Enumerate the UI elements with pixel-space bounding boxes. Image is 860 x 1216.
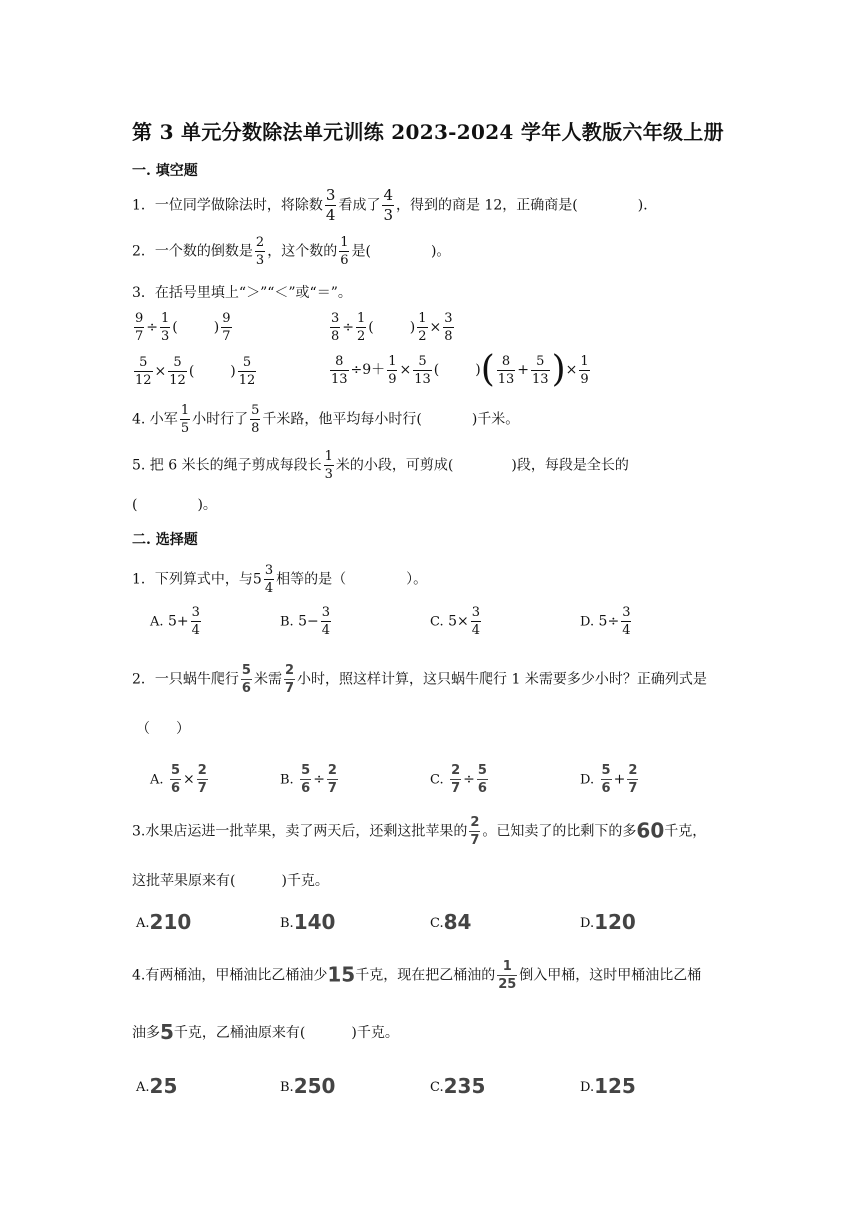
fraction: $\frac{3}{4}$ bbox=[264, 563, 274, 596]
option-c[interactable]: C. $\frac{2}{7}$ ÷ $\frac{5}{6}$ bbox=[430, 763, 487, 796]
question-text: 5. 把 6 米长的绳子剪成每段长 bbox=[132, 457, 322, 474]
question-text: 小时，照这样计算，这只蜗牛爬行 1 米需要多少小时？正确列式是 bbox=[297, 671, 707, 688]
option-d[interactable]: D. $\frac{5}{6}$ + $\frac{2}{7}$ bbox=[580, 763, 638, 796]
question-text: ，得到的商是 12，正确商是( bbox=[396, 197, 578, 214]
paren: ) bbox=[475, 362, 481, 378]
question-text: 千米路，他平均每小时行( bbox=[262, 411, 422, 428]
operator: ÷ bbox=[146, 319, 159, 336]
option-a[interactable]: A.210 bbox=[136, 910, 192, 934]
choice-question-4-line2: 油多5千克，乙桶油原来有( )千克。 bbox=[132, 1020, 399, 1044]
fraction: $\frac{1}{9}$ bbox=[580, 353, 589, 387]
fraction: $\frac{3}{4}$ bbox=[325, 186, 336, 224]
choice-question-2 bbox=[132, 664, 707, 695]
question-text: 4. 小军 bbox=[132, 411, 178, 428]
operator: × bbox=[565, 362, 578, 378]
fraction: $\frac{8}{13}$ bbox=[497, 353, 515, 387]
fill-question-4 bbox=[132, 404, 519, 435]
fraction: $\frac{1}{2}$ bbox=[418, 311, 427, 344]
option-a[interactable]: A. 5+ $\frac{3}{4}$ bbox=[150, 605, 200, 638]
choice-question-3-line2: 这批苹果原来有( )千克。 bbox=[132, 873, 329, 889]
operator: × bbox=[429, 319, 442, 336]
paren: ( bbox=[433, 362, 440, 378]
fill-question-2 bbox=[132, 236, 450, 267]
operator: × bbox=[399, 362, 412, 378]
big-paren: ) bbox=[551, 349, 566, 390]
fraction: $\frac{8}{13}$ bbox=[331, 353, 348, 387]
choice-question-3 bbox=[132, 816, 706, 847]
fraction: $\frac{2}{3}$ bbox=[255, 235, 265, 268]
question-text: )千米。 bbox=[471, 411, 520, 428]
question-text: 。已知卖了的比剩下的多 bbox=[482, 823, 637, 840]
fraction: $\frac{3}{4}$ bbox=[622, 605, 631, 638]
operator: + bbox=[517, 362, 530, 378]
fraction: $\frac{3}{4}$ bbox=[471, 605, 480, 638]
page-title: 第 3 单元分数除法单元训练 2023-2024 学年人教版六年级上册 bbox=[132, 120, 724, 144]
option-a[interactable]: A.25 bbox=[136, 1074, 178, 1098]
option-b[interactable]: B. $\frac{5}{6}$ ÷ $\frac{2}{7}$ bbox=[280, 763, 337, 796]
question-text: 2．一只蜗牛爬行 bbox=[132, 671, 239, 688]
fraction: $\frac{5}{6}$ bbox=[241, 663, 251, 696]
fraction: $\frac{4}{3}$ bbox=[383, 186, 394, 224]
fraction: $\frac{1}{3}$ bbox=[324, 449, 333, 482]
fraction: $\frac{1}{5}$ bbox=[180, 403, 190, 436]
fill-question-5 bbox=[132, 450, 629, 481]
question-text: 是( bbox=[351, 243, 371, 260]
paren: ( bbox=[368, 319, 374, 336]
fraction: $\frac{9}{7}$ bbox=[222, 311, 231, 344]
question-text: )。 bbox=[197, 497, 217, 513]
fraction: $\frac{3}{4}$ bbox=[321, 605, 331, 638]
option-c[interactable]: C.84 bbox=[430, 910, 472, 934]
option-c[interactable]: C.235 bbox=[430, 1074, 486, 1098]
choice-question-1 bbox=[132, 564, 427, 595]
option-b[interactable]: B.250 bbox=[280, 1074, 336, 1098]
fraction: $\frac{2}{7}$ bbox=[284, 663, 295, 696]
fraction: $\frac{1}{3}$ bbox=[161, 311, 170, 344]
choice-question-2-line2: （ ） bbox=[136, 721, 190, 737]
fraction: $\frac{5}{8}$ bbox=[251, 403, 260, 436]
paren: ) bbox=[409, 319, 416, 336]
question-text: 倒入甲桶，这时甲桶油比乙桶 bbox=[519, 967, 702, 984]
question-text: 4.有两桶油，甲桶油比乙桶油少 bbox=[132, 967, 328, 984]
fraction: $\frac{2}{7}$ bbox=[470, 815, 480, 848]
fraction: $\frac{5}{13}$ bbox=[414, 353, 431, 387]
question-text: ，这个数的 bbox=[267, 243, 338, 260]
option-d[interactable]: D.125 bbox=[580, 1074, 636, 1098]
compare-item-1 bbox=[132, 312, 234, 343]
question-text: 千克，现在把乙桶油的 bbox=[355, 967, 496, 984]
operator: ÷ bbox=[342, 319, 355, 336]
fraction: $\frac{3}{4}$ bbox=[191, 605, 200, 638]
fraction: $\frac{1}{6}$ bbox=[340, 235, 349, 268]
question-text: )。 bbox=[430, 243, 451, 260]
fraction: $\frac{9}{7}$ bbox=[135, 311, 144, 344]
question-text: 3.水果店运进一批苹果，卖了两天后，还剩这批苹果的 bbox=[132, 823, 468, 840]
fraction: $\frac{1}{25}$ bbox=[498, 959, 517, 992]
paren: ) bbox=[230, 363, 236, 380]
fill-question-3: 3．在括号里填上“＞”“＜”或“＝”。 bbox=[132, 285, 352, 301]
fraction: $\frac{3}{8}$ bbox=[444, 311, 453, 344]
option-b[interactable]: B. 5− $\frac{3}{4}$ bbox=[280, 605, 331, 638]
question-text: 米的小段，可剪成( bbox=[335, 457, 454, 474]
number: 15 bbox=[327, 962, 356, 987]
option-c[interactable]: C. 5× $\frac{3}{4}$ bbox=[430, 605, 480, 638]
fraction: $\frac{1}{9}$ bbox=[388, 353, 397, 387]
fill-question-1 bbox=[132, 188, 657, 223]
compare-item-2 bbox=[328, 312, 456, 343]
option-d[interactable]: D.120 bbox=[580, 910, 636, 934]
paren: ) bbox=[213, 319, 220, 336]
fraction: $\frac{3}{8}$ bbox=[331, 311, 340, 344]
operator: × bbox=[154, 363, 167, 380]
section-heading-multiple-choice: 二. 选择题 bbox=[132, 532, 198, 548]
fraction: $\frac{5}{13}$ bbox=[532, 353, 549, 387]
question-text: 小时行了 bbox=[192, 411, 249, 428]
option-a[interactable]: A. $\frac{5}{6}$ × $\frac{2}{7}$ bbox=[150, 763, 207, 796]
compare-item-4 bbox=[328, 349, 592, 390]
question-text: 相等的是（ bbox=[276, 571, 347, 588]
fraction: $\frac{5}{12}$ bbox=[169, 355, 186, 388]
compare-item-3 bbox=[132, 356, 258, 387]
question-text: 1．一位同学做除法时，将除数 bbox=[132, 197, 323, 214]
number: 60 bbox=[636, 818, 665, 843]
option-d[interactable]: D. 5÷ $\frac{3}{4}$ bbox=[580, 605, 631, 638]
operator: ÷9＋ bbox=[350, 362, 386, 378]
question-text: 千克， bbox=[664, 823, 707, 840]
question-text: 看成了 bbox=[338, 197, 381, 214]
fraction: $\frac{5}{12}$ bbox=[238, 355, 256, 388]
fraction: $\frac{5}{12}$ bbox=[135, 355, 152, 388]
question-text: ( bbox=[132, 497, 138, 513]
question-text: )段，每段是全长的 bbox=[511, 457, 629, 474]
option-b[interactable]: B.140 bbox=[280, 910, 336, 934]
big-paren: ( bbox=[480, 349, 495, 390]
fill-question-5-line2 bbox=[132, 494, 217, 514]
question-text: )． bbox=[637, 197, 658, 214]
section-heading-fill-blank: 一. 填空题 bbox=[132, 163, 198, 179]
question-text: ）。 bbox=[406, 571, 428, 588]
choice-question-4 bbox=[132, 960, 701, 991]
fraction: $\frac{1}{2}$ bbox=[357, 311, 366, 344]
question-text: 米需 bbox=[253, 671, 282, 688]
paren: ( bbox=[172, 319, 178, 336]
paren: ( bbox=[188, 363, 195, 380]
question-text: 2．一个数的倒数是 bbox=[132, 243, 253, 260]
question-text: 1．下列算式中，与5 bbox=[132, 571, 262, 588]
